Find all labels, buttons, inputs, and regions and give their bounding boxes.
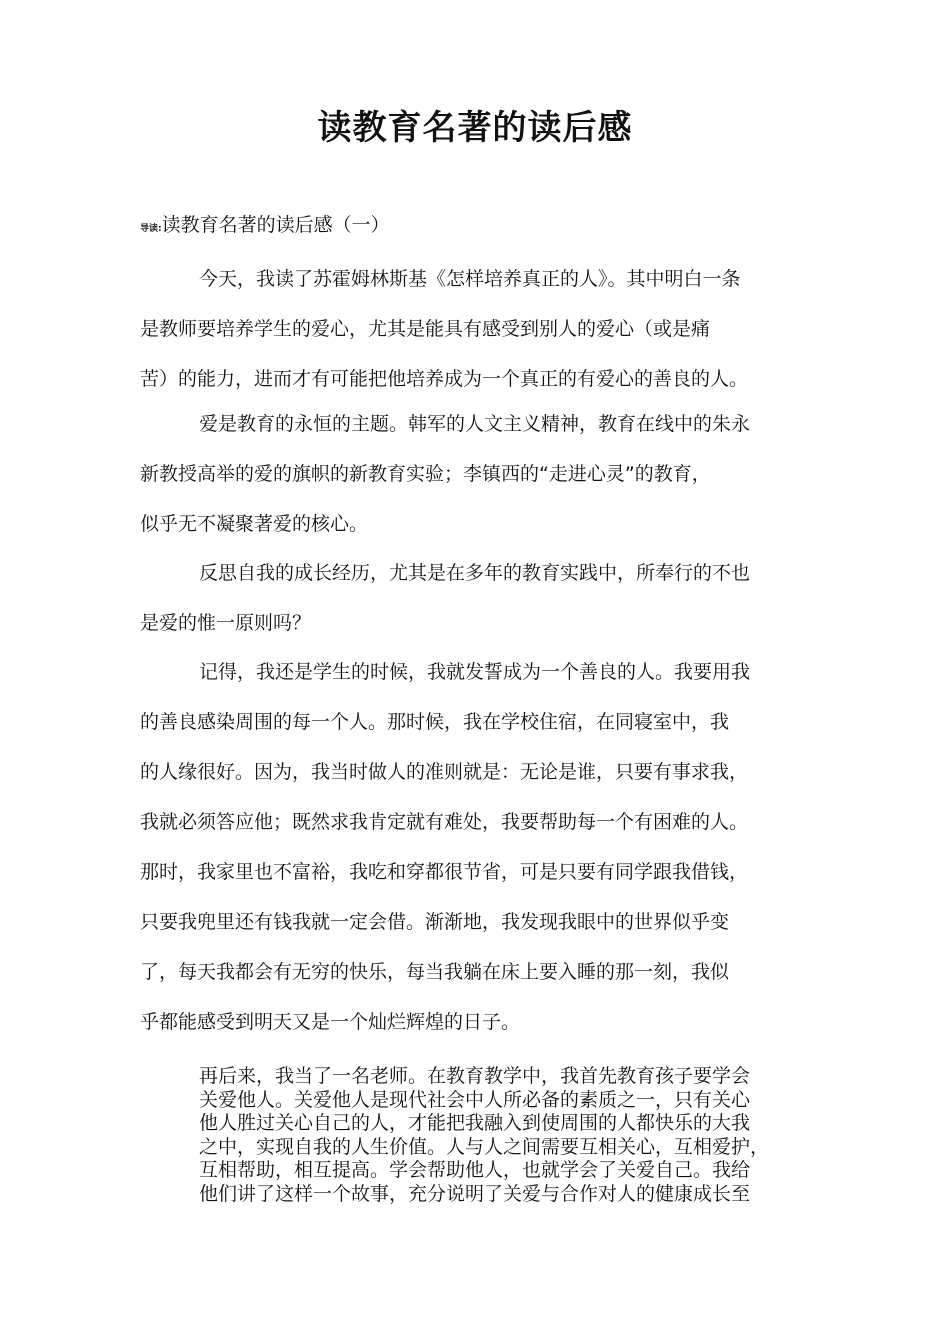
paragraph-line: 之中，实现自我的人生价值。人与人之间需要互相关心，互相爱护， xyxy=(199,1135,770,1158)
paragraph-line: 互相帮助，相互提高。学会帮助他人，也就学会了关爱自己。我给 xyxy=(199,1159,751,1181)
paragraph-line: 新教授高举的爱的旗帜的新教育实验；李镇西的“走进心灵”的教育， xyxy=(140,463,711,485)
intro-tag: 导读: xyxy=(140,224,162,234)
paragraph-line: 他人胜过关心自己的人，才能把我融入到使周围的人都快乐的大我 xyxy=(199,1112,751,1134)
document-title: 读教育名著的读后感 xyxy=(317,108,633,148)
paragraph-line: 是教师要培养学生的爱心，尤其是能具有感受到别人的爱心（或是痛 xyxy=(140,318,711,340)
paragraph-line: 他们讲了这样一个故事，充分说明了关爱与合作对人的健康成长至 xyxy=(199,1182,751,1205)
paragraph-line: 只要我兜里还有钱我就一定会借。渐渐地，我发现我眼中的世界似乎变 xyxy=(140,911,730,933)
paragraph-line: 记得，我还是学生的时候，我就发誓成为一个善良的人。我要用我 xyxy=(199,661,751,683)
paragraph-4 xyxy=(140,647,840,1047)
intro-line xyxy=(140,212,390,242)
paragraph-line: 似乎无不凝聚著爱的核心。 xyxy=(140,513,369,535)
paragraph-line: 那时，我家里也不富裕，我吃和穿都很节省，可是只要有同学跟我借钱， xyxy=(140,861,749,883)
intro-text: 读教育名著的读后感（一） xyxy=(161,214,390,236)
paragraph-line: 的善良感染周围的每一个人。那时候，我在学校住宿，在同寝室中，我 xyxy=(140,711,730,733)
paragraph-line: 的人缘很好。因为，我当时做人的准则就是：无论是谁，只要有事求我， xyxy=(140,761,749,783)
paragraph-line: 反思自我的成长经历，尤其是在多年的教育实践中，所奉行的不也 xyxy=(199,562,751,584)
paragraph-line: 乎都能感受到明天又是一个灿烂辉煌的日子。 xyxy=(140,1011,521,1033)
paragraph-line: 了，每天我都会有无穷的快乐，每当我躺在床上要入睡的那一刻，我似 xyxy=(140,961,730,983)
paragraph-line: 今天，我读了苏霍姆林斯基《怎样培养真正的人》。其中明白一条 xyxy=(199,268,741,290)
paragraph-5 xyxy=(199,1065,839,1206)
paragraph-line: 苦）的能力，进而才有可能把他培养成为一个真正的有爱心的善良的人。 xyxy=(140,368,749,390)
paragraph-line: 关爱他人。关爱他人是现代社会中人所必备的素质之一，只有关心 xyxy=(199,1088,751,1111)
paragraph-1 xyxy=(140,254,840,404)
paragraph-line: 再后来，我当了一名老师。在教育教学中，我首先教育孩子要学会 xyxy=(199,1065,751,1087)
paragraph-2 xyxy=(140,399,840,549)
paragraph-3 xyxy=(140,548,840,648)
paragraph-line: 我就必须答应他；既然求我肯定就有难处，我要帮助每一个有困难的人。 xyxy=(140,811,749,833)
paragraph-line: 是爱的惟一原则吗？ xyxy=(140,612,312,634)
paragraph-line: 爱是教育的永恒的主题。韩军的人文主义精神，教育在线中的朱永 xyxy=(199,413,751,435)
